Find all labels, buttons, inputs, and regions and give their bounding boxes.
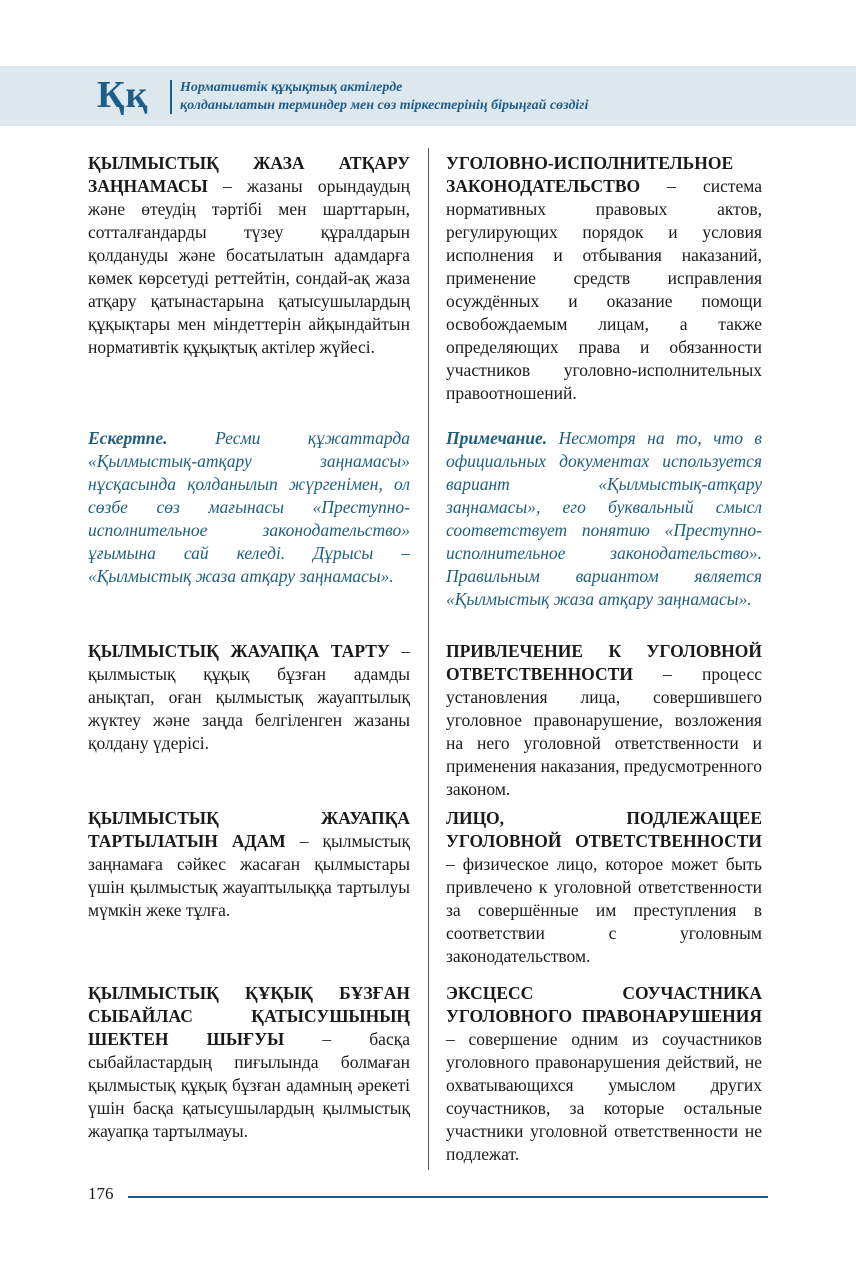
running-header-line-1: Нормативтік құқықтық актілерде <box>180 80 403 95</box>
note-text: Ресми құжаттарда «Қылмыстық-атқару заңнамасы» нұсқасында қолданылып жүргенімен, ол сөзбе сөз мағынасы «Преступно-исполнительное законодательство» ұғымына сай келеді. Дұрысы – «Қылмыстық жаза атқару заңнамасы». <box>88 428 410 586</box>
entry-definition: – қылмыстық құқық бұзған адамды анықтап, оған қылмыстық жауаптылық жүктеу және заңда белгіленген жазаны қолдану үдерісі. <box>88 641 410 753</box>
entry-term: ПРИВЛЕЧЕНИЕ К УГОЛОВНОЙ ОТВЕТСТВЕННОСТИ <box>446 641 762 684</box>
running-header <box>180 79 588 115</box>
entry-ru-1 <box>446 152 762 405</box>
section-letter: Ққ <box>97 74 149 116</box>
column-divider <box>428 148 429 1170</box>
entry-ru-2 <box>446 640 762 801</box>
entry-definition: – физическое лицо, которое может быть привлечено к уголовной ответственности за совершённые им преступления в соответствии с уголовным законодательством. <box>446 854 762 966</box>
entry-term: ҚЫЛМЫСТЫҚ ҚҰҚЫҚ БҰЗҒАН СЫБАЙЛАС ҚАТЫСУШЫНЫҢ ШЕКТЕН ШЫҒУЫ <box>88 983 410 1049</box>
entry-definition: – қылмыстық заңнамаға сәйкес жасаған қылмыстары үшін қылмыстық жауаптылыққа тартылуы мүмкін жеке тұлға. <box>88 831 411 920</box>
entry-kz-3 <box>88 807 410 922</box>
entry-kz-2 <box>88 640 410 755</box>
entry-ru-4 <box>446 982 762 1166</box>
entry-term: УГОЛОВНО-ИСПОЛНИТЕЛЬНОЕ ЗАКОНОДАТЕЛЬСТВО <box>446 153 734 196</box>
note-kz <box>88 427 410 588</box>
entry-kz-1 <box>88 152 410 359</box>
note-label: Примечание. <box>446 428 548 448</box>
entry-definition: – басқа сыбайластардың пиғылында болмаған қылмыстық құқық бұзған адамның әрекеті үшін басқа қатысушылардың қылмыстық жауапқа тартылмауы. <box>88 1029 410 1141</box>
entry-kz-4 <box>88 982 410 1143</box>
running-header-line-2: қолданылатын терминдер мен сөз тіркестерінің бірыңғай сөздігі <box>180 98 589 113</box>
entry-definition: – совершение одним из соучастников уголовного правонарушения действий, не охватывающихся умыслом других соучастников, за которые остальные участники уголовной ответственности не подлежат. <box>446 1029 762 1164</box>
entry-term: ҚЫЛМЫСТЫҚ ЖАЗА АТҚАРУ ЗАҢНАМАСЫ <box>88 153 410 196</box>
footer-rule <box>128 1196 768 1198</box>
entry-definition: – жазаны орындаудың және өтеудің тәртібі мен шарттарын, сотталғандарды түзеу құралдарын қолдануды және босатылатын адамдарға көмек көрсетуді реттейтін, сондай-ақ жаза атқару қатынастарына қатысушылардың құқықтары мен міндеттерін айқындайтын нормативтік құқықтық актілер жүйесі. <box>88 176 410 357</box>
note-text: Несмотря на то, что в официальных документах используется вариант «Қылмыстық-атқару заңнамасы», его буквальный смысл соответствует понятию «Преступно-исполнительное законодательство». Правильным вариантом является «Қылмыстық жаза атқару заңнамасы». <box>446 428 762 609</box>
entry-term: ҚЫЛМЫСТЫҚ ЖАУАПҚА ТАРТЫЛАТЫН АДАМ <box>88 808 410 851</box>
entry-definition: – процесс установления лица, совершившего уголовное правонарушение, возложения на него уголовной ответственности и применения наказания, предусмотренного законом. <box>446 664 762 799</box>
entry-definition: – система нормативных правовых актов, регулирующих порядок и условия исполнения и отбывания наказаний, применение средств исправления осуждённых и оказание помощи освобождаемым лицам, а также определяющих права и обязанности участников уголовно-исполнительных правоотношений. <box>446 176 762 403</box>
entry-ru-3 <box>446 807 762 968</box>
note-label: Ескертпе. <box>88 428 168 448</box>
entry-term: ЭКСЦЕСС СОУЧАСТНИКА УГОЛОВНОГО ПРАВОНАРУШЕНИЯ <box>446 983 762 1026</box>
entry-term: ҚЫЛМЫСТЫҚ ЖАУАПҚА ТАРТУ <box>88 641 390 661</box>
note-ru <box>446 427 762 611</box>
page-number: 176 <box>88 1184 114 1203</box>
entry-term: ЛИЦО, ПОДЛЕЖАЩЕЕ УГОЛОВНОЙ ОТВЕТСТВЕННОСТИ <box>446 808 762 851</box>
header-divider <box>170 80 172 114</box>
